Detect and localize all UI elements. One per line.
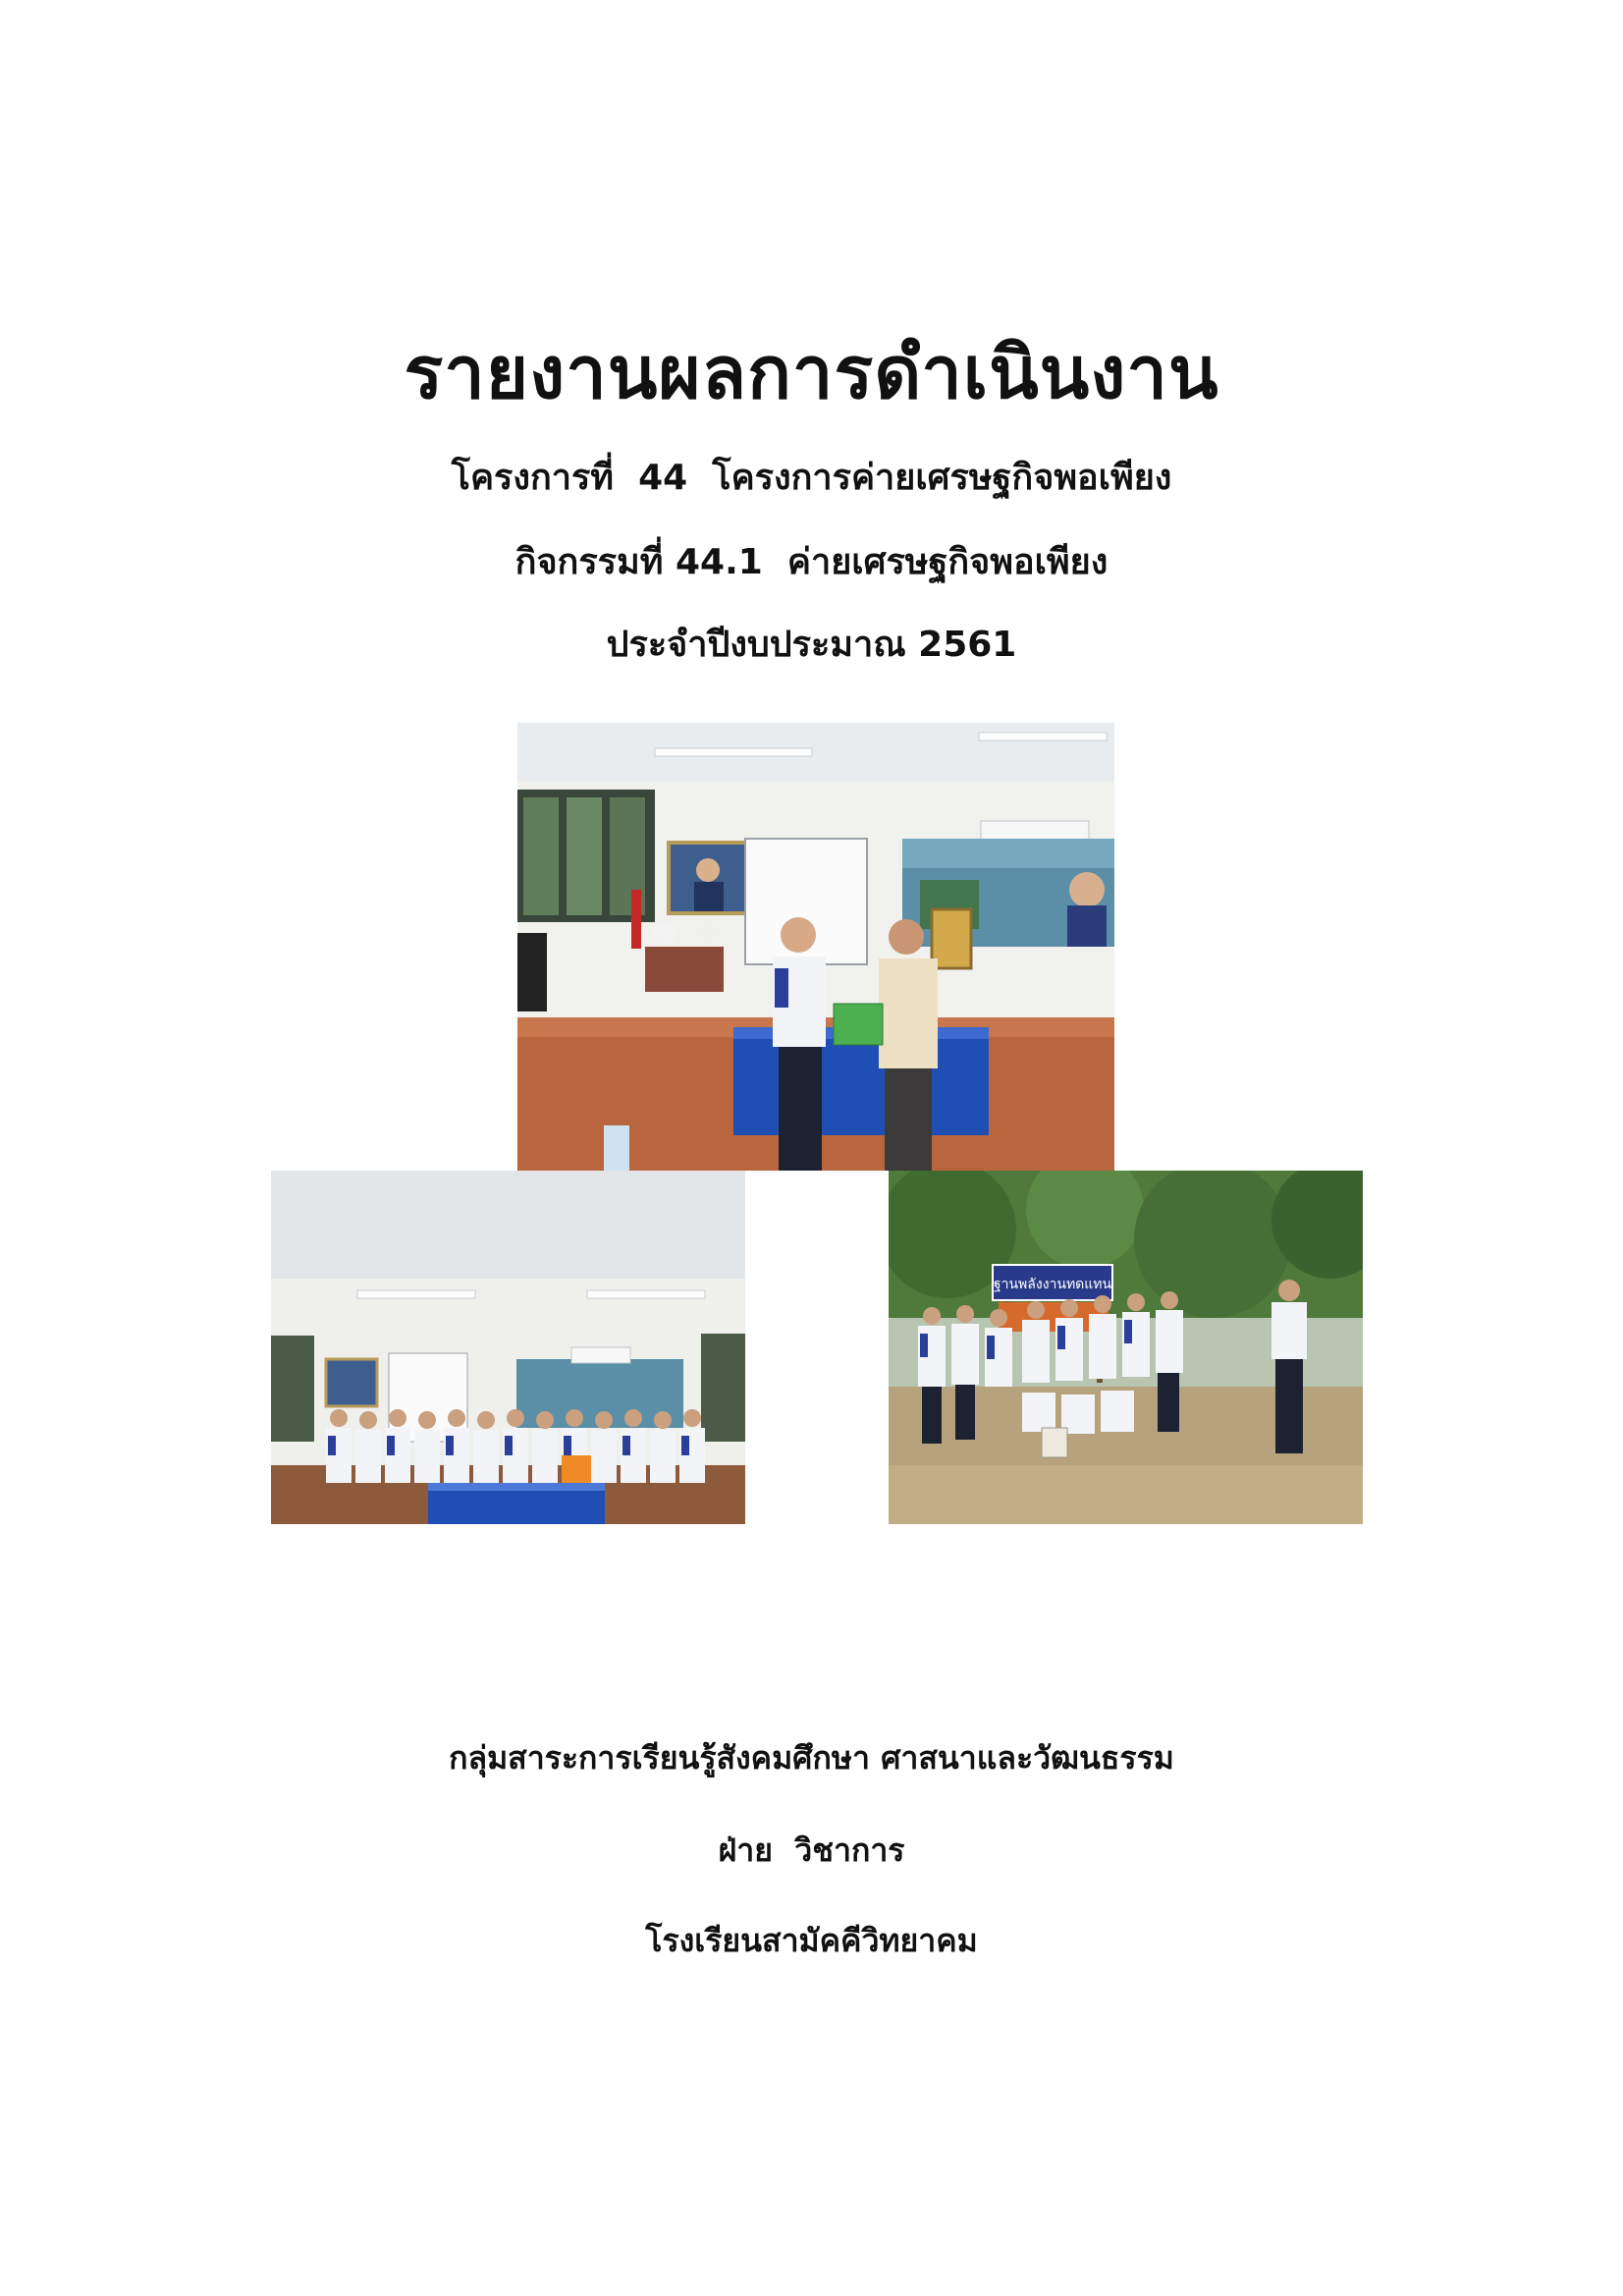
learning-group-line: กลุ่มสาระการเรียนรู้สังคมศึกษา ศาสนาและวัฒนธรรม [449,1739,1174,1777]
budget-year-line: ประจำปีงบประมาณ 2561 [606,625,1017,665]
school-name: โรงเรียนสามัคคีวิทยาคม [645,1922,978,1959]
division-line: ฝ่าย วิชาการ [718,1831,905,1869]
outdoor-group-photo [889,1171,1363,1524]
indoor-group-photo [271,1171,745,1524]
project-line: โครงการที่ 44 โครงการค่ายเศรษฐกิจพอเพียง [451,458,1172,498]
ceremony-photo [517,723,1114,1171]
report-title: รายงานผลการดำเนินงาน [404,331,1219,415]
activity-line: กิจกรรมที่ 44.1 ค่ายเศรษฐกิจพอเพียง [514,542,1109,582]
energy-station-sign: ฐานพลังงานทดแทน [993,1277,1112,1292]
